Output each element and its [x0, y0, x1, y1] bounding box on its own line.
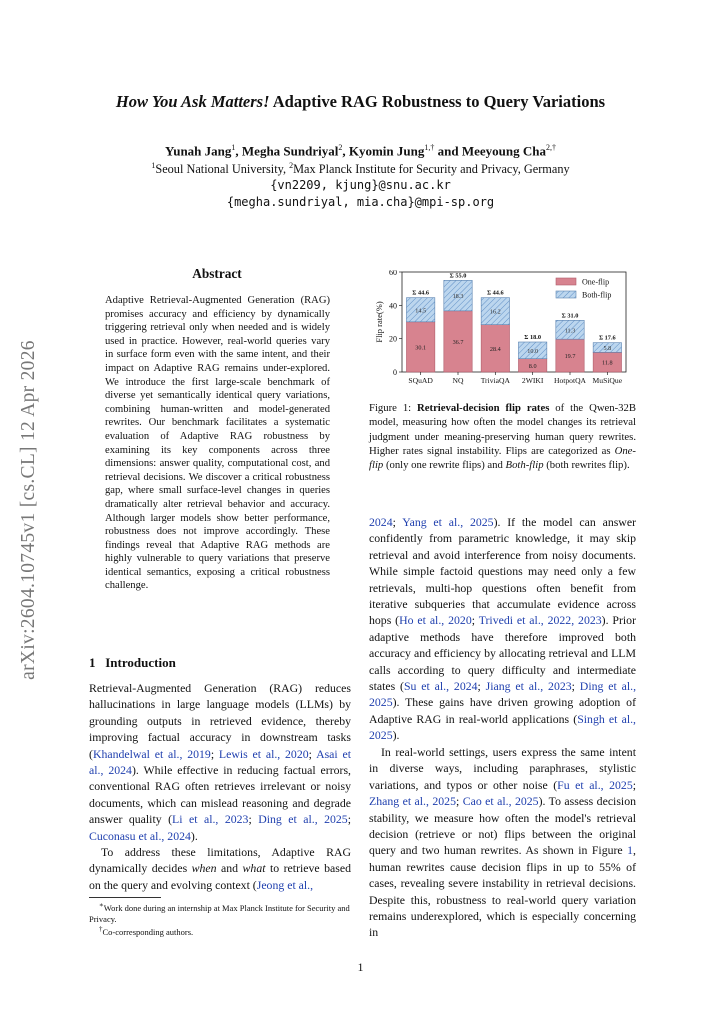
footnote: ∗Work done during an internship at Max Planck Institute for Security and Privacy.	[89, 901, 350, 924]
citation-link[interactable]: 2024	[369, 515, 393, 529]
page-number: 1	[357, 960, 364, 974]
legend-label: Both-flip	[582, 290, 612, 300]
x-tick-label: MuSiQue	[592, 376, 623, 385]
bar-total-label: Σ 31.0	[561, 312, 579, 320]
citation-link[interactable]: Khandelwal et al., 2019	[92, 746, 211, 761]
abstract-text: Adaptive Retrieval-Augmented Generation (RAG) promises accuracy and efficiency by dynamically triggering retrieval only when needed and is widely used in practice. However, real-world queries vary in surface form even with the same intent, and their impact on Adaptive RAG remains under-explored. We introduce the first large-scale benchmark of diverse yet semantically identical query variations, combining human-written and model-generated rewrites. Our benchmark facilitates a systematic evaluation of Adaptive RAG robustness by examining its key components across three dimensions: answer quality, computational cost, and retrieval decisions. We discover a critical robustness gap, where small surface-level changes in queries dramatically alter retrieval behavior and accuracy. Although larger models show better performance, robustness does not improve accordingly. These findings reveal that Adaptive RAG methods are highly vulnerable to query variations that preserve identical semantics, exposing a critical robustness challenge.	[105, 295, 330, 592]
bar-value-label: 16.2	[489, 308, 501, 316]
bar-value-label: 11.3	[564, 327, 576, 335]
citation-link[interactable]: Ding et al., 2025	[369, 679, 637, 710]
author-name: Megha Sundriyal	[241, 143, 339, 159]
citation-link[interactable]: Yang et al., 2025	[402, 515, 494, 529]
legend-swatch	[556, 291, 576, 298]
x-tick-label: SQuAD	[408, 376, 433, 385]
y-tick-label: 20	[389, 334, 397, 344]
y-tick-label: 0	[393, 368, 397, 377]
paper-title: How You Ask Matters! Adaptive RAG Robustness to Query Variations	[115, 92, 606, 111]
flip-rate-chart	[370, 270, 640, 392]
citation-link[interactable]: Su et al., 2024	[404, 679, 478, 694]
bar-value-label: 10.0	[527, 347, 539, 355]
citation-link[interactable]: Singh et al., 2025	[369, 711, 636, 743]
abstract-heading: Abstract	[192, 266, 242, 281]
footnote: †Co-corresponding authors.	[99, 925, 194, 937]
legend-label: One-flip	[582, 277, 610, 287]
citation-link[interactable]: Ding et al., 2025	[258, 812, 348, 827]
citation-link[interactable]: Jiang et al., 2023	[485, 679, 572, 694]
author-name: Yunah Jang	[165, 143, 232, 159]
x-tick-label: 2WIKI	[521, 376, 544, 385]
citation-link[interactable]: Cao et al., 2025	[462, 794, 539, 809]
y-axis-label: Flip rate(%)	[374, 301, 384, 343]
citation-link[interactable]: Cuconasu et al., 2024	[89, 828, 191, 843]
citation-link[interactable]: Asai et al., 2024	[89, 746, 351, 778]
intro-col2-paragraph-2: In real-world settings, users express the same intent in diverse ways, including paraphrases, stylistic variations, and typos or other noise (Fu et al., 2025; Zhang et al., 2025; Cao et al., 2025). To assess decision stability, we measure how often the model's retrieval decision (retrieve or not) flips between the original query and two human rewrites. As shown in Figure 1, human rewrites cause decision flips in up to 55% of cases, revealing severe instability in retrieval decisions. Despite this, robustness to real-world query variation remains underexplored, which is especially concerning in	[369, 745, 637, 940]
bar-value-label: 5.8	[603, 345, 612, 352]
citation-link[interactable]: Zhang et al., 2025	[369, 794, 456, 809]
x-tick-label: TriviaQA	[480, 376, 510, 385]
y-tick-label: 60	[389, 270, 397, 277]
intro-paragraph-1: Retrieval-Augmented Generation (RAG) reduces hallucinations in large language models (LLMs) by grounding outputs in retrieved evidence, thereby improving factual accuracy in downstream tasks (Khandelwal et al., 2019; Lewis et al., 2020; Asai et al., 2024). While effective in reducing factual errors, conventional RAG often retrieves irrelevant or noisy documents, which can mislead reasoning and degrade answer quality (Li et al., 2023; Ding et al., 2025; Cuconasu et al., 2024).	[89, 681, 351, 843]
email-line: {megha.sundriyal, mia.cha}@mpi-sp.org	[226, 195, 495, 209]
author-name: Meeyoung Cha	[461, 143, 546, 159]
bar-value-label: 36.7	[452, 338, 464, 346]
author-list: Yunah Jang$^1$, Megha Sundriyal$^2$, Kyomin Jung$^{1,\dagger}$ and Meeyoung Cha$^{2,\dagger}$	[165, 143, 556, 159]
bar-total-label: Σ 17.6	[598, 334, 616, 342]
author-name: Kyomin Jung	[348, 143, 425, 159]
citation-link[interactable]: Ho et al., 2020	[399, 613, 472, 628]
legend-swatch	[556, 278, 576, 285]
footnote-rule	[89, 897, 161, 898]
bar-value-label: 11.8	[602, 359, 613, 367]
bar-total-label: Σ 18.0	[524, 334, 542, 341]
intro-paragraph-2: To address these limitations, Adaptive RAG dynamically decides when and what to retrieve based on the query and evolving context (Jeong et al.,	[89, 845, 351, 892]
affiliations: $^1$Seoul National University, $^2$Max Planck Institute for Security and Privacy, Germany	[151, 161, 570, 177]
section-heading: 1 Introduction	[89, 655, 176, 670]
citation-link[interactable]: Lewis et al., 2020	[218, 746, 309, 761]
bar-value-label: 14.5	[415, 307, 427, 315]
bar-value-label: 28.4	[489, 345, 501, 353]
bar-total-label: Σ 44.6	[486, 289, 504, 297]
arxiv-stamp: arXiv:2604.10745v1 [cs.CL] 12 Apr 2026	[18, 340, 39, 680]
plot-frame	[402, 272, 626, 372]
citation-link[interactable]: Trivedi et al., 2022, 2023	[478, 613, 602, 628]
figure-caption: Figure 1: Retrieval-decision flip rates of the Qwen-32B model, measuring how often the model changes its retrieval judgment under meaning-preserving human query rewrites. Higher rates signal instability. Flips are categorized as One-flip (only one rewrite flips) and Both-flip (both rewrites flip).	[369, 402, 636, 472]
citation-link[interactable]: Li et al., 2023	[172, 812, 249, 827]
citation-link[interactable]: Jeong et al.,	[256, 877, 314, 892]
y-tick-label: 40	[389, 301, 397, 311]
x-tick-label: HotpotQA	[553, 376, 587, 385]
x-tick-label: NQ	[452, 376, 464, 385]
bar-total-label: Σ 44.6	[412, 289, 430, 297]
bar-total-label: Σ 55.0	[449, 272, 467, 280]
bar-value-label: 18.3	[452, 293, 464, 301]
citation-link[interactable]: 1	[627, 843, 634, 858]
bar-value-label: 8.0	[528, 362, 537, 370]
bar-value-label: 30.1	[415, 344, 427, 352]
bar-value-label: 19.7	[564, 353, 576, 361]
email-line: {vn2209, kjung}@snu.ac.kr	[270, 178, 451, 192]
citation-link[interactable]: Fu et al., 2025	[557, 777, 633, 792]
intro-col2-paragraph-1: 2024; Yang et al., 2025). If the model can answer confidently from parametric knowledge, it may skip retrieval and avoid interference from noisy documents. While simple factoid questions may need only a few retrievals, multi-hop questions often benefit from iterative subqueries that accumulate evidence across hops (Ho et al., 2020; Trivedi et al., 2022, 2023). Prior adaptive methods have therefore improved both accuracy and efficiency by allocating retrieval and LLM calls according to query difficulty and intermediate states (Su et al., 2024; Jiang et al., 2023; Ding et al., 2025). These gains have driven growing adoption of Adaptive RAG in real-world applications (Singh et al., 2025).	[369, 515, 637, 743]
